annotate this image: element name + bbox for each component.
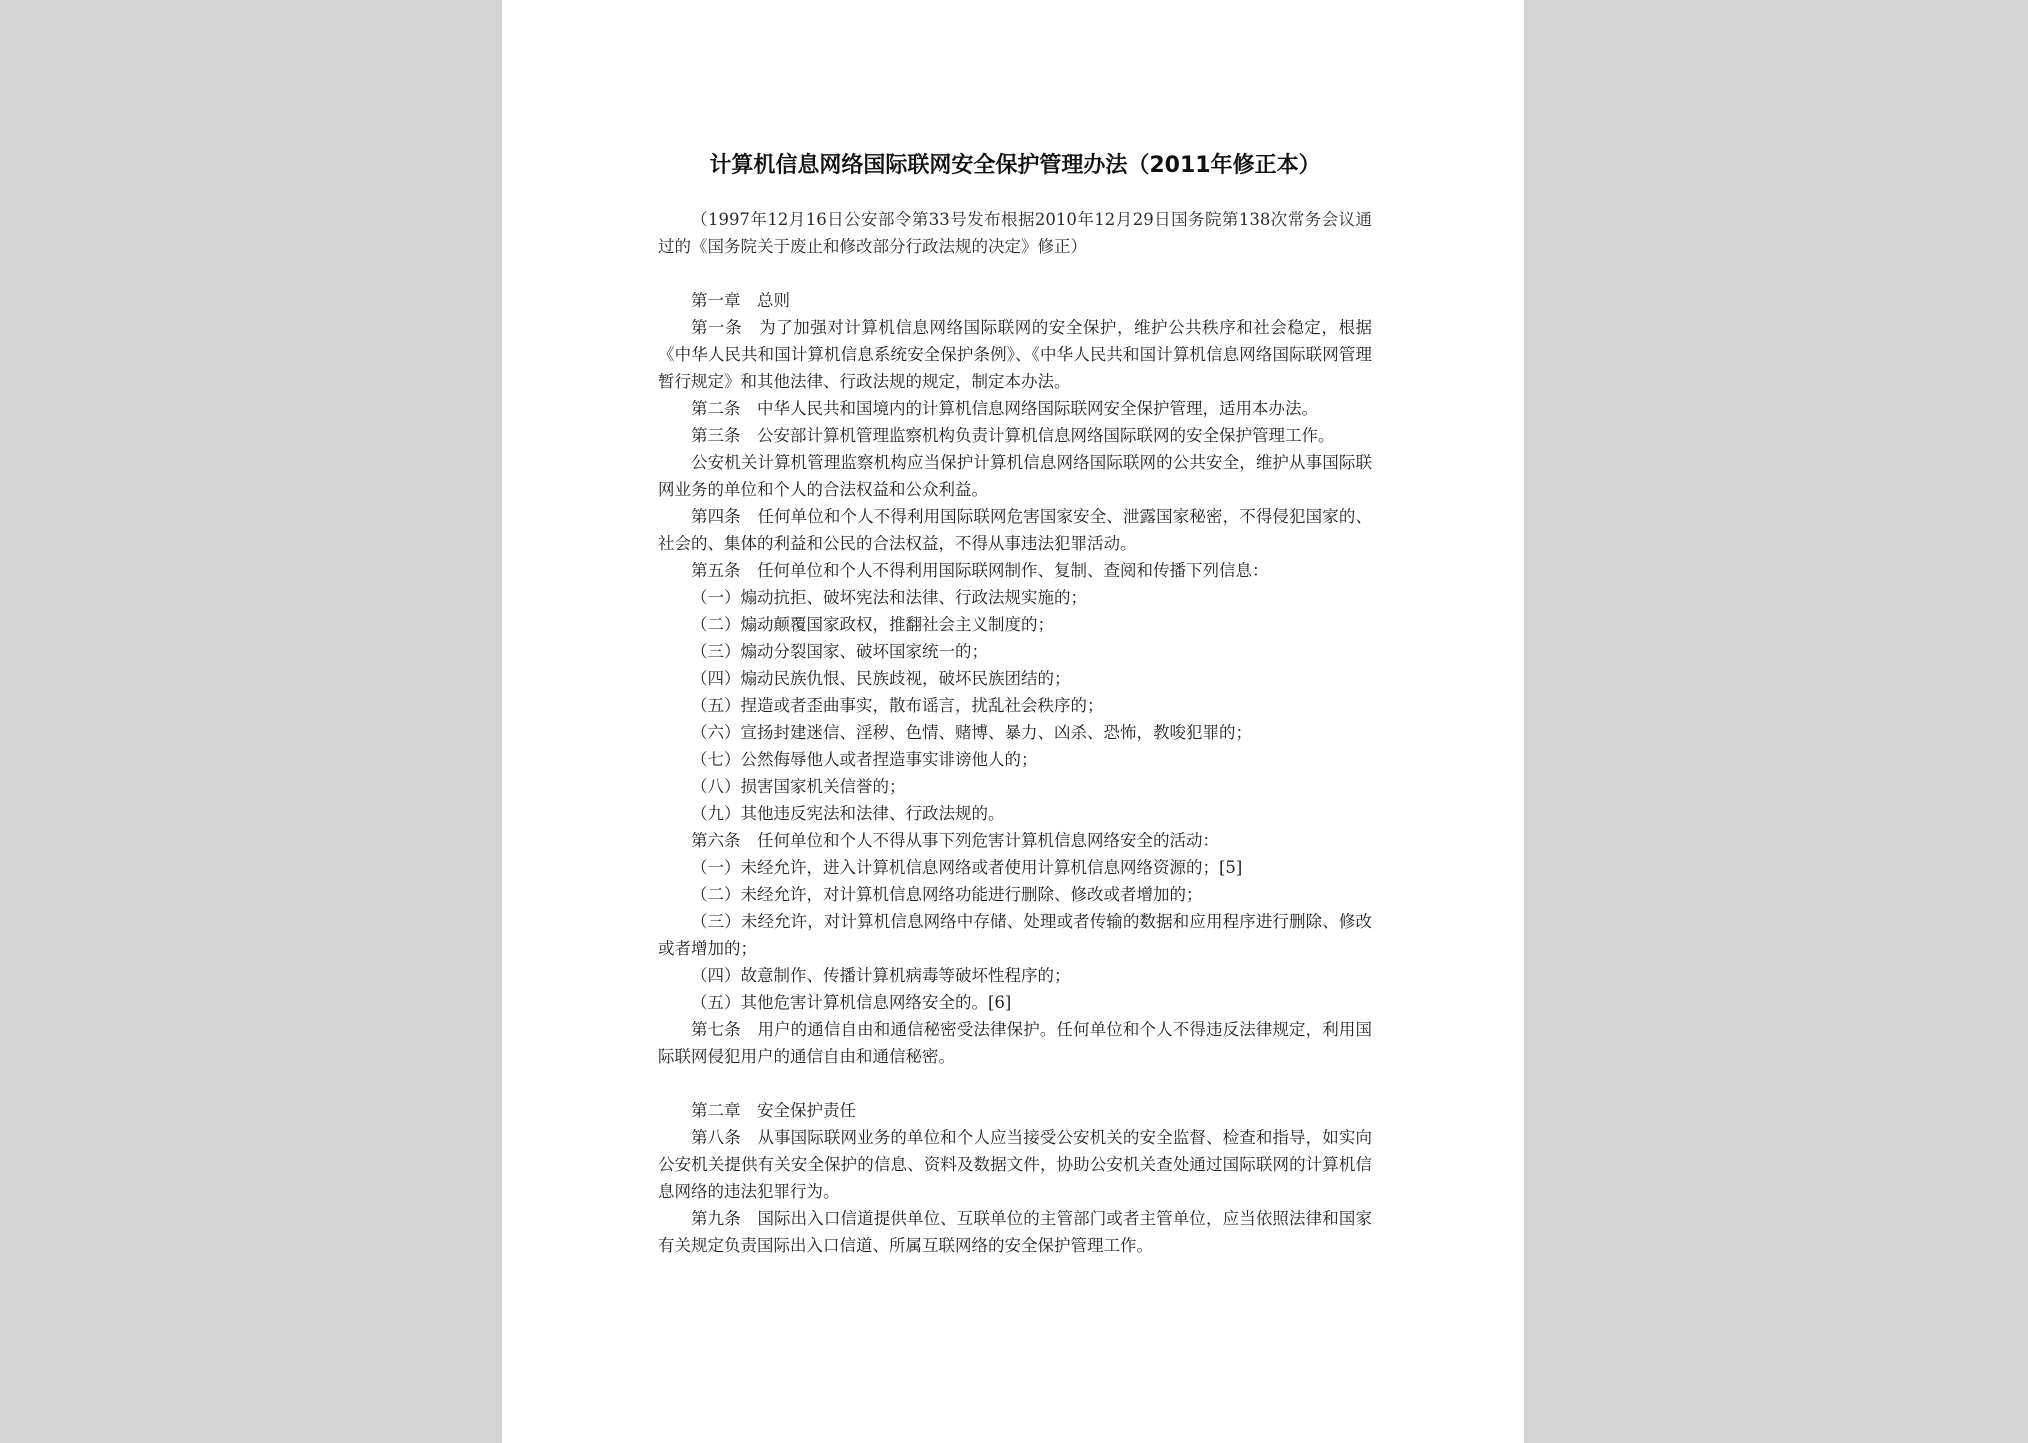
article-6-item: （五）其他危害计算机信息网络安全的。[6] [691, 993, 1012, 1012]
article-5: 第五条 任何单位和个人不得利用国际联网制作、复制、查阅和传播下列信息： [691, 561, 1269, 580]
article-3: 第三条 公安部计算机管理监察机构负责计算机信息网络国际联网的安全保护管理工作。 [691, 426, 1335, 445]
article-5-item: （七）公然侮辱他人或者捏造事实诽谤他人的； [691, 750, 1038, 769]
article-9: 第九条 国际出入口信道提供单位、互联单位的主管部门或者主管单位，应当依照法律和国家有关规定负责国际出入口信道、所属互联网络的安全保护管理工作。 [658, 1209, 1372, 1255]
article-8: 第八条 从事国际联网业务的单位和个人应当接受公安机关的安全监督、检查和指导，如实向公安机关提供有关安全保护的信息、资料及数据文件，协助公安机关查处通过国际联网的计算机信息网络的违法犯罪行为。 [658, 1128, 1372, 1201]
chapter-heading: 第一章 总则 [691, 291, 790, 310]
article-3-paragraph-2: 公安机关计算机管理监察机构应当保护计算机信息网络国际联网的公共安全，维护从事国际联网业务的单位和个人的合法权益和公众利益。 [658, 453, 1372, 499]
article-6-item: （三）未经允许，对计算机信息网络中存储、处理或者传输的数据和应用程序进行删除、修改或者增加的； [658, 912, 1372, 958]
document-title: 计算机信息网络国际联网安全保护管理办法（2011年修正本） [709, 153, 1321, 178]
article-2: 第二条 中华人民共和国境内的计算机信息网络国际联网安全保护管理，适用本办法。 [691, 399, 1318, 418]
article-5-item: （五）捏造或者歪曲事实，散布谣言，扰乱社会秩序的； [691, 696, 1104, 715]
article-5-item: （三）煽动分裂国家、破坏国家统一的； [691, 642, 988, 661]
article-7: 第七条 用户的通信自由和通信秘密受法律保护。任何单位和个人不得违反法律规定，利用国际联网侵犯用户的通信自由和通信秘密。 [658, 1020, 1372, 1066]
promulgation-note: （1997年12月16日公安部令第33号发布根据2010年12月29日国务院第138次常务会议通过的《国务院关于废止和修改部分行政法规的决定》修正） [658, 210, 1372, 256]
article-5-item: （六）宣扬封建迷信、淫秽、色情、赌博、暴力、凶杀、恐怖，教唆犯罪的； [691, 723, 1252, 742]
article-5-item: （四）煽动民族仇恨、民族歧视，破坏民族团结的； [691, 669, 1071, 688]
document-body [658, 146, 1372, 1259]
article-5-item: （一）煽动抗拒、破坏宪法和法律、行政法规实施的； [691, 588, 1087, 607]
article-5-item: （九）其他违反宪法和法律、行政法规的。 [691, 804, 1005, 823]
document-page[interactable] [502, 0, 1524, 1443]
chapter-heading: 第二章 安全保护责任 [691, 1101, 856, 1120]
article-5-item: （二）煽动颠覆国家政权，推翻社会主义制度的； [691, 615, 1054, 634]
article-4: 第四条 任何单位和个人不得利用国际联网危害国家安全、泄露国家秘密，不得侵犯国家的、社会的、集体的利益和公民的合法权益，不得从事违法犯罪活动。 [658, 507, 1372, 553]
article-5-item: （八）损害国家机关信誉的； [691, 777, 906, 796]
article-1: 第一条 为了加强对计算机信息网络国际联网的安全保护，维护公共秩序和社会稳定，根据《中华人民共和国计算机信息系统安全保护条例》、《中华人民共和国计算机信息网络国际联网管理暂行规定》和其他法律、行政法规的规定，制定本办法。 [658, 318, 1372, 391]
article-6-item: （一）未经允许，进入计算机信息网络或者使用计算机信息网络资源的；[5] [691, 858, 1243, 877]
article-6-item: （二）未经允许，对计算机信息网络功能进行删除、修改或者增加的； [691, 885, 1203, 904]
article-6: 第六条 任何单位和个人不得从事下列危害计算机信息网络安全的活动： [691, 831, 1219, 850]
chapter-spacer [658, 1070, 1372, 1097]
article-6-item: （四）故意制作、传播计算机病毒等破坏性程序的； [691, 966, 1071, 985]
